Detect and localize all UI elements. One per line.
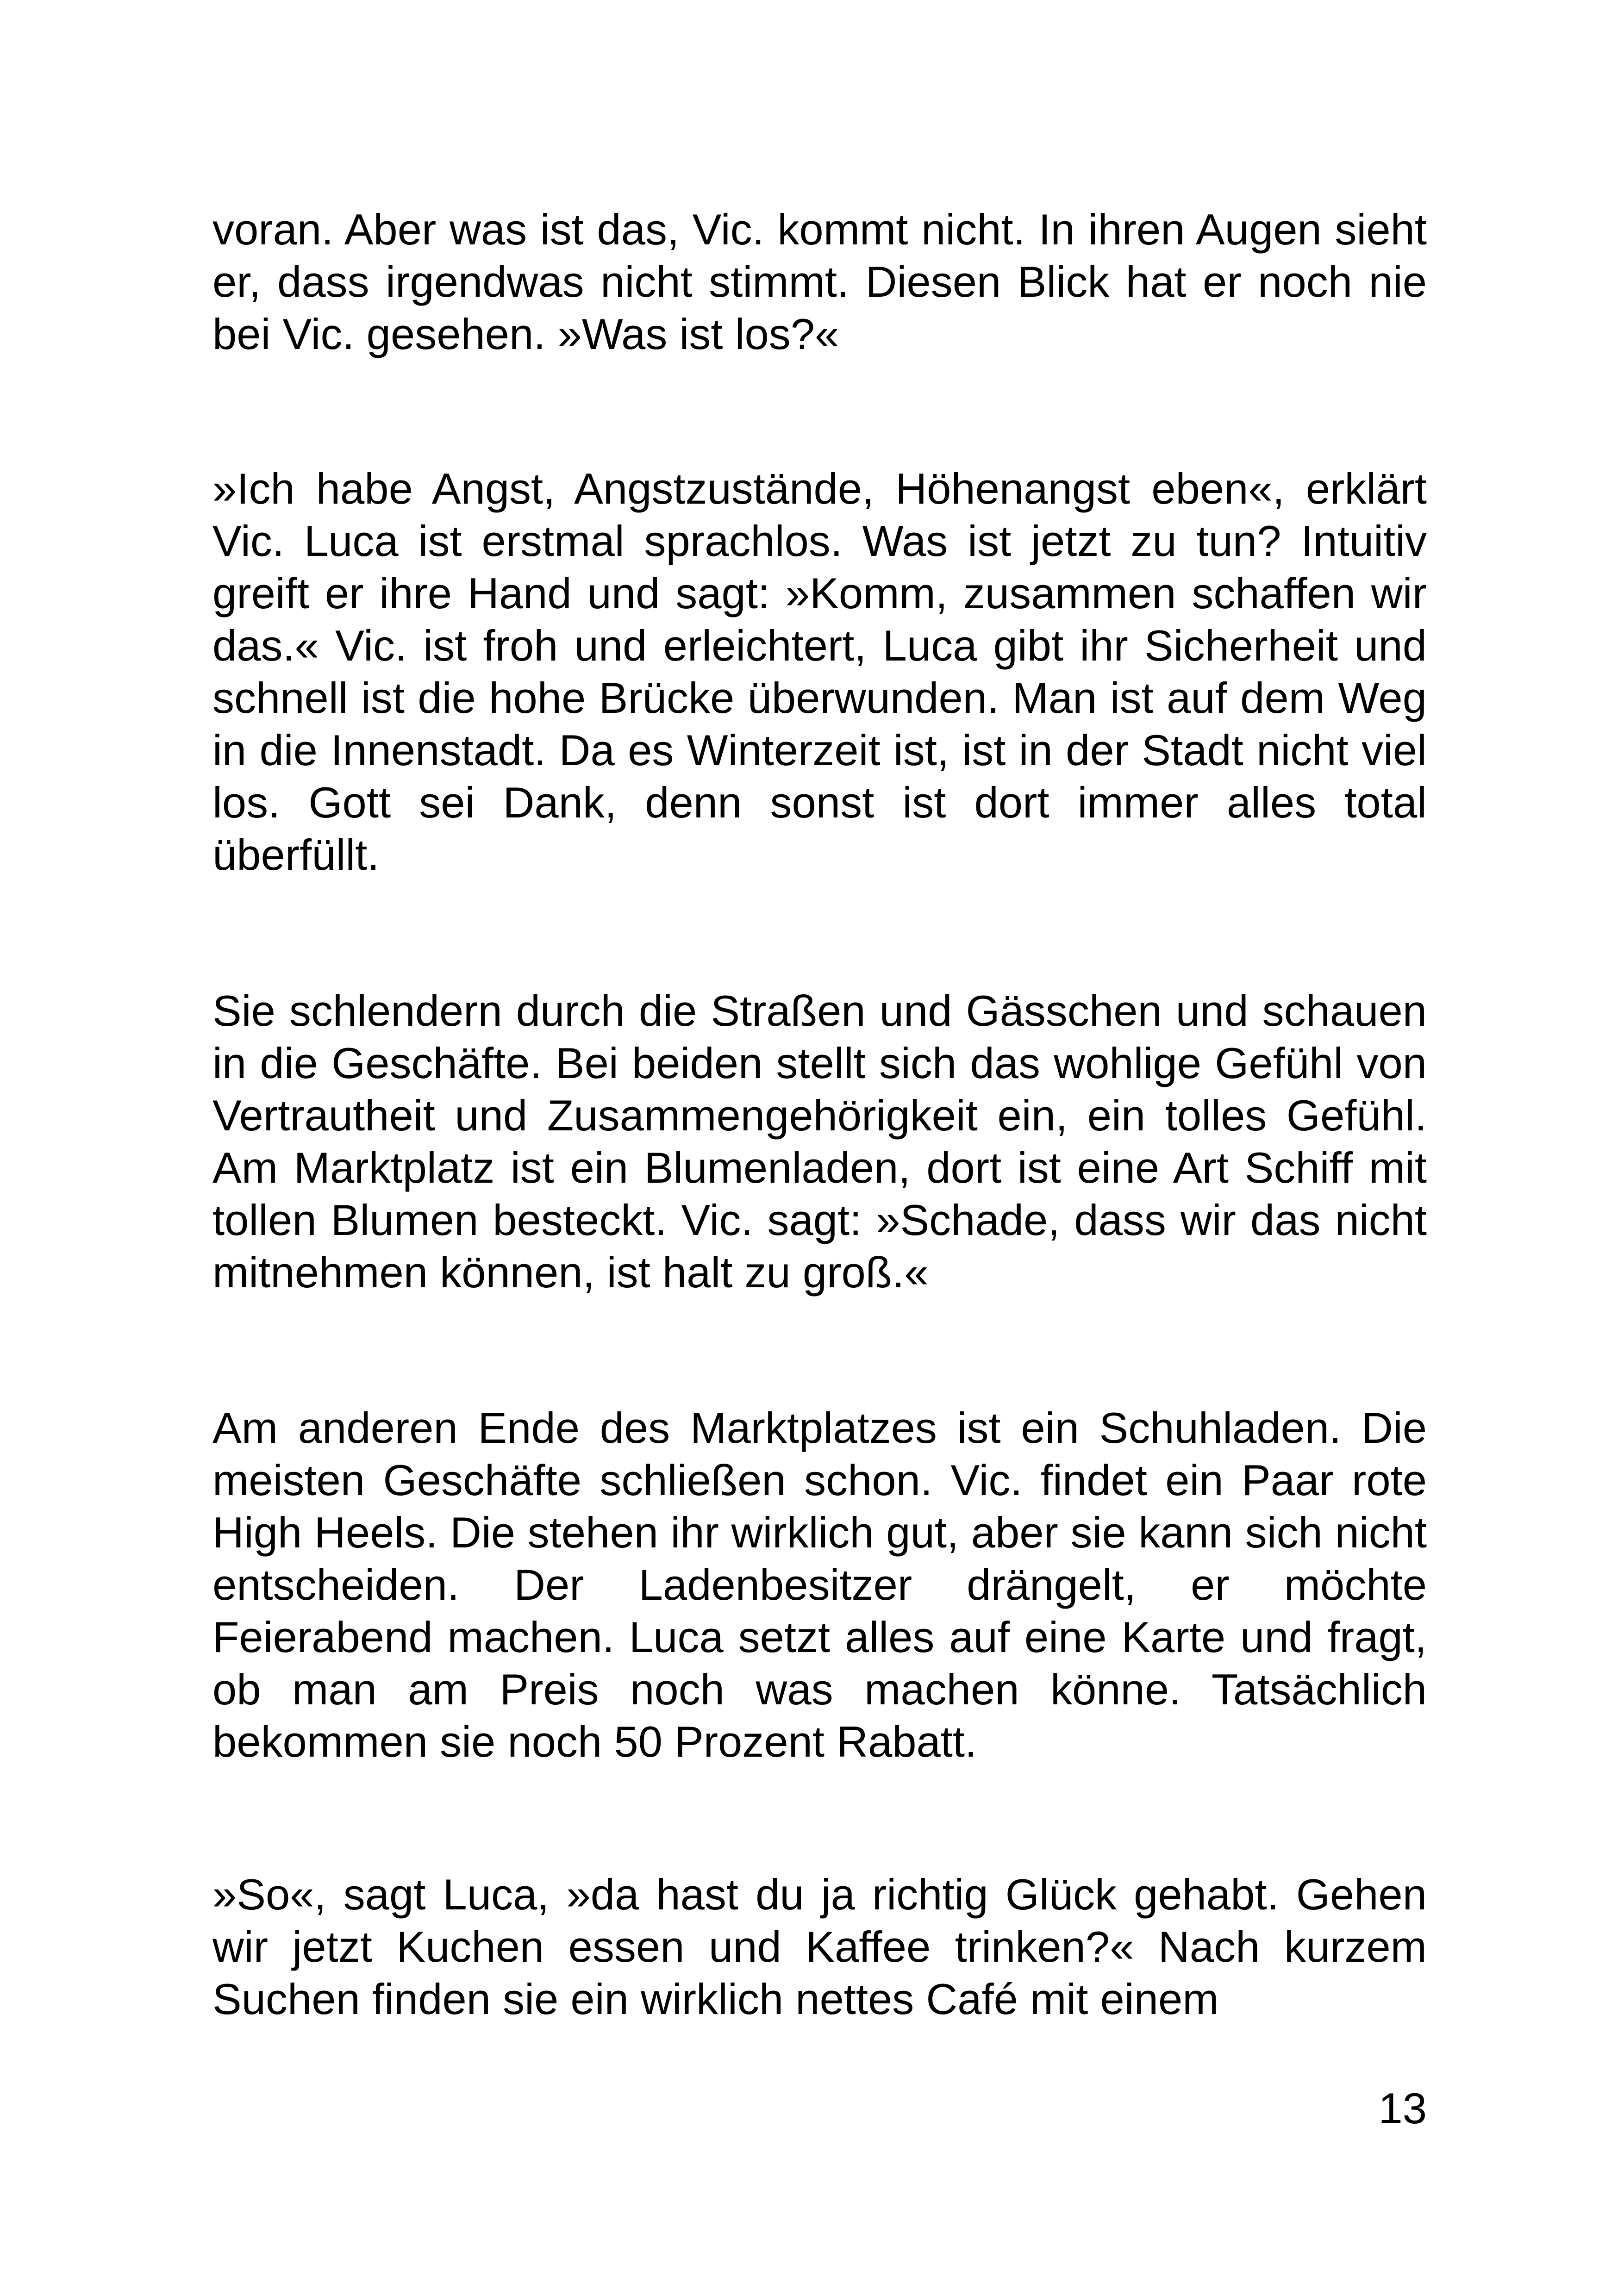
paragraph-1: voran. Aber was ist das, Vic. kommt nicht. In ihren Augen sieht er, dass irgendwas nicht stimmt. Diesen Blick hat er noch nie bei Vic. gesehen. »Was ist los?« (212, 205, 1427, 358)
page-number: 13 (1378, 2084, 1427, 2133)
paragraph-3: Sie schlendern durch die Straßen und Gässchen und schauen in die Geschäfte. Bei beiden stellt sich das wohlige Gefühl von Vertrautheit und Zusammengehörigkeit ein, ein tolles Gefühl. Am Marktplatz ist ein Blumenladen, dort ist eine Art Schiff mit tollen Blumen besteckt. Vic. sagt: »Schade, dass wir das nicht mitnehmen können, ist halt zu groß.« (212, 986, 1427, 1297)
paragraph-2: »Ich habe Angst, Angstzustände, Höhenangst eben«, erklärt Vic. Luca ist erstmal sprachlos. Was ist jetzt zu tun? Intuitiv greift er ihre Hand und sagt: »Komm, zusammen schaffen wir das.« Vic. ist froh und erleichtert, Luca gibt ihr Sicherheit und schnell ist die hohe Brücke überwunden. Man ist auf dem Weg in die Innenstadt. Da es Winterzeit ist, ist in der Stadt nicht viel los. Gott sei Dank, denn sonst ist dort immer alles total überfüllt. (212, 464, 1427, 879)
paragraph-5: »So«, sagt Luca, »da hast du ja richtig Glück gehabt. Gehen wir jetzt Kuchen essen und Kaffee trinken?« Nach kurzem Suchen finden sie ein wirklich nettes Café mit einem (212, 1870, 1427, 2023)
paragraph-4: Am anderen Ende des Marktplatzes ist ein Schuhladen. Die meisten Geschäfte schließen schon. Vic. findet ein Paar rote High Heels. Die stehen ihr wirklich gut, aber sie kann sich nicht entscheiden. Der Ladenbesitzer drängelt, er möchte Feierabend machen. Luca setzt alles auf eine Karte und fragt, ob man am Preis noch was machen könne. Tatsächlich bekommen sie noch 50 Prozent Rabatt. (212, 1403, 1427, 1766)
